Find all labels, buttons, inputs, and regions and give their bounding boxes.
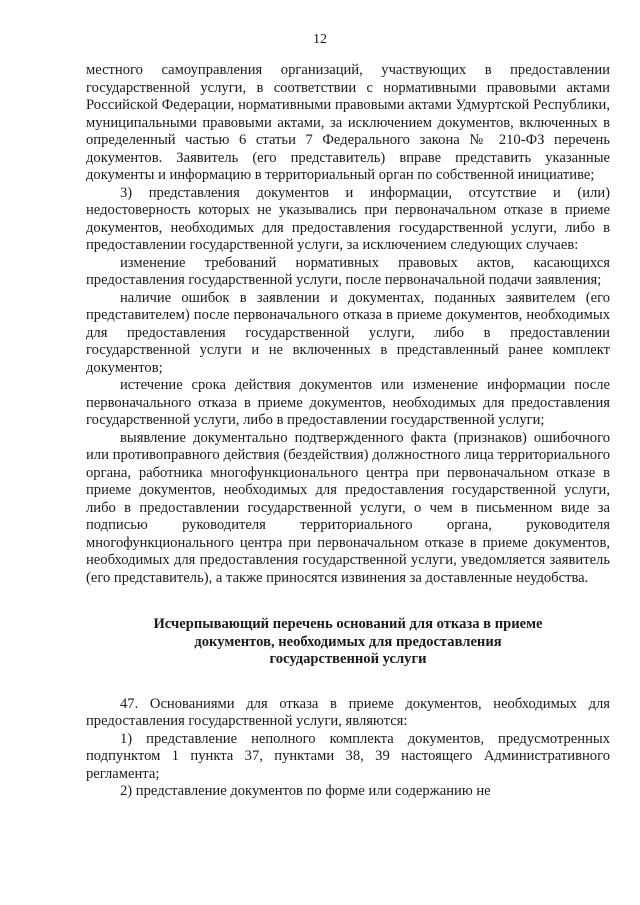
paragraph-47-item-1: 1) представление неполного комплекта документов, предусмотренных подпунктом 1 пункта 37, пунктами 38, 39 настоящего Административного регламента; (86, 730, 610, 782)
paragraph-item-3: 3) представления документов и информации, отсутствие и (или) недостоверность которых не указывались при первоначальном отказе в приеме документов, необходимых для предоставления государственной услуги, либо в предоставлении государственной услуги, за исключением следующих случаев: (86, 184, 610, 253)
paragraph-exception-misconduct: выявление документально подтвержденного факта (признаков) ошибочного или противоправного действия (бездействия) должностного лица территориального органа, работника многофункционального центра при первоначальном отказе в приеме документов, необходимых для предоставления государственной услуги, либо в предоставлении государственной услуги, о чем в письменном виде за подписью руководителя территориального органа, руководителя многофункционального центра при первоначальном отказе в приеме документов, необходимых для предоставления государственной услуги, уведомляется заявитель (его представитель), а также приносятся извинения за доставленные неудобства. (86, 429, 610, 586)
page-number: 12 (313, 32, 327, 47)
paragraph-47: 47. Основаниями для отказа в приеме документов, необходимых для предоставления государственной услуги, являются: (86, 695, 610, 729)
document-body (86, 62, 610, 801)
section-heading-line-1: Исчерпывающий перечень оснований для отказа в приеме (153, 616, 543, 632)
paragraph-exception-expiry: истечение срока действия документов или изменение информации после первоначального отказа в приеме документов, необходимых для предоставления государственной услуги, либо в предоставлении государственной услуги; (86, 377, 610, 428)
paragraph-exception-errors: наличие ошибок в заявлении и документах, поданных заявителем (его представителем) после первоначального отказа в приеме документов, необходимых для предоставления государственной услуги, либо в предоставлении государственной услуги и не включенных в представленный ранее комплект документов; (86, 289, 610, 376)
section-heading (86, 616, 610, 669)
section-heading-line-2: документов, необходимых для предоставления (194, 633, 502, 650)
paragraph-exception-requirements-change: изменение требований нормативных правовых актов, касающихся предоставления государственной услуги, после первоначальной подачи заявления; (86, 254, 610, 288)
paragraph-47-item-2: 2) представление документов по форме или содержанию не (120, 783, 491, 799)
section-heading-line-3: государственной услуги (269, 651, 427, 667)
paragraph-continuation: местного самоуправления организаций, участвующих в предоставлении государственной услуги, в соответствии с нормативными правовыми актами Российской Федерации, нормативными правовыми актами Удмуртской Республики, муниципальными правовыми актами, за исключением документов, включенных в определенный частью 6 статьи 7 Федерального закона № 210-ФЗ перечень документов. Заявитель (его представитель) вправе представить указанные документы и информацию в территориальный орган по собственной инициативе; (86, 62, 610, 183)
